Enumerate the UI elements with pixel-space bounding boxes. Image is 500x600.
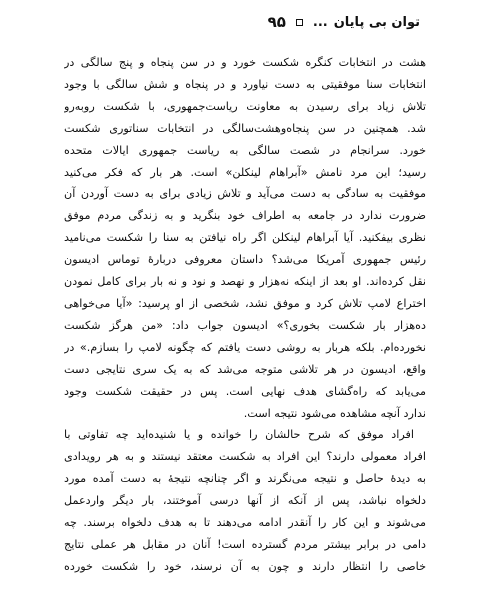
paragraph-2 — [64, 424, 426, 577]
text-line: دلخواه نباشد، پس از آنکه از آنها درسی آموختند، بار دیگر واردعمل — [64, 494, 426, 508]
body-text — [64, 52, 426, 578]
running-head — [268, 13, 420, 31]
text-line: تلاش زیاد برای رسیدن به معاونت ریاست‌جمهوری، با شکست روبه‌رو — [64, 99, 426, 113]
text-line: نظری بیفکنید. آیا آبراهام لینکلن اگر راه نیافتن به سنا را شکست می‌نامید — [64, 231, 426, 245]
running-title: توان بی پایان — [333, 14, 420, 30]
text-line: هشت در انتخابات کنگره شکست خورد و در سن پنجاه و پنج سالگی در — [64, 56, 426, 69]
text-line: به دیدهٔ حاصل و نتیجه می‌نگرند و اگر چنانچه نتیجهٔ به دست آمده مورد — [64, 472, 426, 486]
page-number: ۹۵ — [267, 13, 286, 31]
page-header — [58, 10, 420, 34]
text-line: خورد. سرانجام در شصت سالگی به ریاست جمهوری ایالات متحده — [64, 143, 426, 157]
text-line: نخورده‌ام. بلکه هربار به روشی دست یافتم که چگونه لامپ را بسازم.» در — [64, 340, 426, 354]
paragraph-1 — [64, 52, 426, 424]
text-line: افراد موفق که شرح حالشان را خوانده و یا شنیده‌اید چه تفاوتی با — [64, 428, 414, 442]
text-line: می‌شوند و این کار را آنقدر ادامه می‌دهند تا به هدف دلخواه برسند. چه — [64, 516, 426, 530]
text-line: ندارد آنچه مشاهده می‌شود نتیجه است. — [243, 406, 426, 420]
text-line: خاصی را انتظار دارند و چون به آن نرسند، خود را شکست خورده — [64, 559, 426, 573]
text-line: افراد معمولی دارند؟ این افراد به شکست معتقد نیستند و به هر رویدادی — [64, 450, 426, 464]
text-line: نقل کرده‌اند. او بعد از اینکه نه‌هزار و نهصد و نود و نه بار برای کامل نمودن — [64, 275, 426, 289]
text-line: می‌یابد که راه‌گشای هدف نهایی است. پس در حقیقت شکست وجود — [64, 384, 426, 398]
text-line: انتخابات سنا موفقیتی به دست نیاورد و در پنجاه و شش سالگی با وجود — [64, 77, 426, 91]
text-line: واقع، ادیسون در هر تلاشی متوجه می‌شد که به یک سری نتایجی دست — [64, 362, 426, 376]
text-line: موفقیت به سادگی به دست می‌آید و تلاش زیادی برای به دست آوردن آن — [64, 187, 426, 201]
text-line: رئیس جمهوری آمریکا می‌شد؟ داستان معروفی درباره‌ٔ توماس ادیسون — [64, 253, 426, 267]
square-ornament-icon — [296, 19, 303, 26]
text-line: شد. همچنین در سن پنجاه‌وهشت‌سالگی در انتخابات سناتوری شکست — [64, 121, 426, 135]
text-line: ده‌هزار بار شکست بخوری؟» ادیسون جواب داد: «من هرگز شکست — [64, 318, 426, 332]
running-title-ellipsis: ... — [312, 14, 328, 30]
text-line: اختراع لامپ تلاش کرد و موفق نشد، شخصی از او پرسید: «آیا می‌خواهی — [64, 296, 426, 310]
text-line: رسید؛ این مرد نامش «آبراهام لینکلن» است. هر بار که فکر می‌کنید — [64, 165, 426, 179]
text-line: ضرورت ندارد در جامعه به اطراف خود بنگرید و به زندگی مردم موفق — [64, 209, 426, 223]
text-line: دامی در برابر بیشتر مردم گسترده است! آنان در مقابل هر عملی نتایج — [64, 537, 426, 551]
